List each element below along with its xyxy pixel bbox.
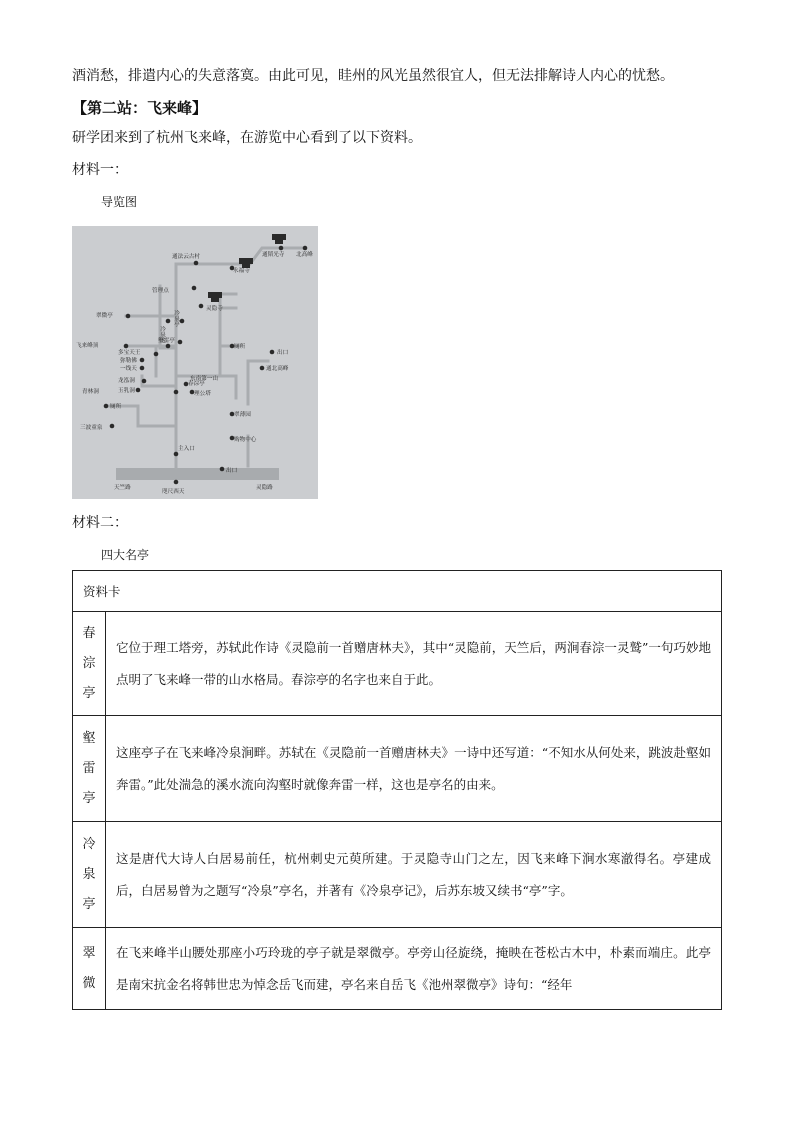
pavilion-name: 翠 微	[73, 928, 106, 1010]
map-label-chukou2: 出口	[226, 468, 238, 474]
map-label-hulei: 壑雷亭	[158, 338, 175, 344]
pavilion-name: 春 淙 亭	[73, 612, 106, 716]
material2-label: 材料二：	[72, 515, 128, 531]
map-label-beigaofeng1: 北高峰	[296, 252, 313, 258]
map-label-longhong: 龙泓洞	[118, 378, 135, 384]
intro-text: 研学团来到了杭州飞来峰，在游览中心看到了以下资料。	[72, 130, 422, 146]
map-label-cesuo2: 厕所	[110, 404, 122, 410]
map-label-tianzhu: 天竺路	[114, 485, 131, 491]
map-label-lingyinlu: 灵隐路	[256, 485, 273, 491]
map-label-cesuo1: 厕所	[234, 344, 246, 350]
map-label-sanbo: 三波童泉	[80, 425, 103, 431]
map-label-lengquanting: 冷泉亭	[173, 310, 179, 327]
map-label-cuipu: 翠薄园	[234, 412, 251, 418]
card-caption: 四大名亭	[101, 548, 150, 562]
map-label-yuru: 玉乳洞	[118, 388, 135, 394]
map-label-cuiwei: 翠微亭	[96, 313, 113, 319]
table-row	[73, 612, 722, 716]
map-label-qinglin: 青林洞	[82, 389, 99, 395]
map-label-yongfu: 永福寺	[233, 268, 250, 274]
card-header: 资料卡	[73, 571, 722, 612]
main-road	[116, 468, 279, 480]
map-label-ligong: 理公塔	[194, 391, 211, 397]
map-caption: 导览图	[101, 195, 138, 209]
pavilion-description: 它位于理工塔旁，苏轼此作诗《灵隐前一首赠唐林夫》，其中“灵隐前，天竺后，两涧春淙一灵鹫”一句巧妙地点明了飞来峰一带的山水格局。春淙亭的名字也来自于此。	[106, 612, 722, 716]
map-label-chunzong: 春淙亭	[188, 381, 205, 387]
map-label-guanlidian: 管理点	[152, 288, 169, 294]
table-row	[73, 716, 722, 822]
table-row	[73, 928, 722, 1010]
pavilion-description: 在飞来峰半山腰处那座小巧玲珑的亭子就是翠微亭。亭旁山径旋绕，掩映在苍松古木中，朴素而端庄。此亭是南宋抗金名将韩世忠为悼念岳飞而建，亭名来自岳飞《池州翠微亭》诗句：“经年	[106, 928, 722, 1010]
map-label-zhichi: 咫尺西天	[162, 489, 185, 495]
map-label-zhurukou: 主入口	[178, 446, 195, 452]
map-label-duobao: 多宝天王	[118, 350, 141, 356]
map-label-lingyin: 灵隐寺	[206, 306, 223, 312]
pavilion-name: 壑 雷 亭	[73, 716, 106, 822]
pavilion-name: 冷 泉 亭	[73, 822, 106, 928]
map-label-milefo: 弥勒佛	[120, 358, 137, 364]
map-label-tongfayun: 通法云古村	[172, 254, 200, 260]
guide-map	[72, 226, 318, 499]
material1-label: 材料一：	[72, 162, 128, 178]
pavilion-description: 这是唐代大诗人白居易前任，杭州刺史元萸所建。于灵隐寺山门之左，因飞来峰下涧水寒澈得名。亭建成后，白居易曾为之题写“冷泉”亭名，并著有《冷泉亭记》，后苏东坡又续书“亭”字。	[106, 822, 722, 928]
data-card-table	[72, 570, 722, 1010]
section-heading: 【第二站：飞来峰】	[72, 99, 208, 117]
map-label-lengquanchi: 冷泉池	[159, 326, 165, 343]
pavilion-description: 这座亭子在飞来峰冷泉涧畔。苏轼在《灵隐前一首赠唐林夫》一诗中还写道：“不知水从何处来，跳波赴壑如奔雷。”此处湍急的溪水流向沟壑时就像奔雷一样，这也是亭名的由来。	[106, 716, 722, 822]
map-label-chukou1: 出口	[277, 350, 289, 356]
map-label-beigaofeng2: 通北高峰	[266, 366, 289, 372]
map-label-feilaidingfeng: 飞来峰顶	[76, 343, 99, 349]
map-label-yixiantian: 一线天	[120, 366, 137, 372]
map-label-dongnan-visible: 东南第一山	[190, 376, 218, 382]
map-label-gouwu: 购物中心	[234, 437, 257, 443]
table-row	[73, 822, 722, 928]
map-label-taoguang: 通韬光寺	[262, 252, 285, 258]
paragraph-end: 酒消愁，排遣内心的失意落寞。由此可见，眭州的风光虽然很宜人，但无法排解诗人内心的忧愁。	[72, 68, 674, 84]
